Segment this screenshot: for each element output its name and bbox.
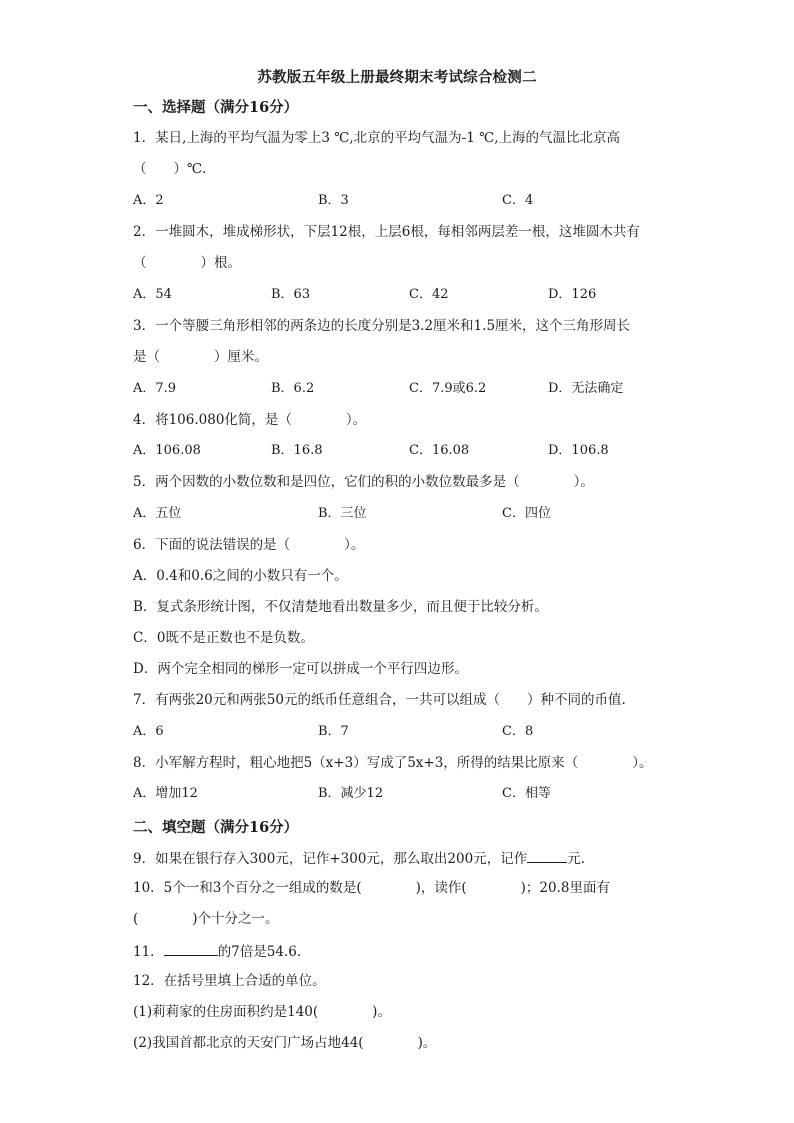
question-2-text-cont: （ ）根。 <box>133 255 241 271</box>
question-3-option-b: B．6.2 <box>271 381 315 396</box>
question-4-option-c: C．16.08 <box>409 443 470 458</box>
question-1-option-b: B．3 <box>318 193 349 208</box>
question-5-option-c: C．四位 <box>502 506 551 521</box>
question-1-text-cont: （ ）℃. <box>133 161 207 177</box>
question-7-option-a: A．6 <box>133 724 164 739</box>
question-8-option-b: B．减少12 <box>318 786 384 801</box>
question-3-text-cont: 是（ ）厘米。 <box>133 349 268 365</box>
question-8-option-c: C．相等 <box>502 786 551 801</box>
question-2-option-b: B．63 <box>271 287 311 302</box>
question-1-option-c: C．4 <box>502 193 534 208</box>
question-10-text: 10．5个一和3个百分之一组成的数是( )，读作( )；20.8里面有 <box>133 880 610 896</box>
question-3-option-d: D．无法确定 <box>548 381 624 396</box>
question-4-text: 4．将106.080化简，是（ ）。 <box>133 412 367 428</box>
question-9-answer-blank[interactable] <box>527 848 567 863</box>
question-5-option-b: B．三位 <box>318 506 367 521</box>
question-6-option-c: C．0既不是正数也不是负数。 <box>133 630 314 646</box>
question-1-text: 1．某日,上海的平均气温为零上3 ℃,北京的平均气温为-1 ℃,上海的气温比北京高 <box>133 130 620 146</box>
question-10-text-cont: ( )个十分之一。 <box>133 911 279 927</box>
question-11-text <box>133 941 301 961</box>
question-3-option-a: A．7.9 <box>133 381 177 396</box>
question-4-option-b: B．16.8 <box>271 443 323 458</box>
question-12-text: 12．在括号里填上合适的单位。 <box>133 973 326 989</box>
question-5-text: 5．两个因数的小数位数和是四位，它们的积的小数位数最多是（ ）。 <box>133 474 594 490</box>
question-3-text: 3．一个等腰三角形相邻的两条边的长度分别是3.2厘米和1.5厘米，这个三角形周长 <box>133 318 631 334</box>
question-12-part-1: (1)莉莉家的住房面积约是140( )。 <box>133 1004 391 1020</box>
question-6-text: 6．下面的说法错误的是（ ）。 <box>133 537 365 553</box>
question-2-option-d: D．126 <box>548 287 597 302</box>
question-9-text-after: 元. <box>567 851 585 867</box>
question-5-option-a: A．五位 <box>133 506 182 521</box>
question-11-text-after: 的7倍是54.6. <box>217 944 302 960</box>
question-2-option-a: A．54 <box>133 287 172 302</box>
section-choice-heading: 一、选择题（满分16分） <box>133 99 299 116</box>
question-3-option-c: C．7.9或6.2 <box>409 381 487 396</box>
question-9-text <box>133 848 585 868</box>
question-11-answer-blank[interactable] <box>164 941 218 956</box>
question-12-part-2: (2)我国首都北京的天安门广场占地44( )。 <box>133 1035 437 1051</box>
question-6-option-b: B．复式条形统计图，不仅清楚地看出数量多少，而且便于比较分析。 <box>133 599 548 615</box>
question-7-option-b: B．7 <box>318 724 349 739</box>
question-4-option-d: D．106.8 <box>548 443 609 458</box>
page-title: 苏教版五年级上册最终期末考试综合检测二 <box>257 69 537 86</box>
question-1-option-a: A．2 <box>133 193 164 208</box>
question-6-option-d: D．两个完全相同的梯形一定可以拼成一个平行四边形。 <box>133 661 468 677</box>
question-7-option-c: C．8 <box>502 724 534 739</box>
question-2-text: 2．一堆圆木，堆成梯形状，下层12根，上层6根，每相邻两层差一根，这堆圆木共有 <box>133 224 640 240</box>
question-11-number: 11． <box>133 944 164 960</box>
question-9-text-before: 9．如果在银行存入300元，记作+300元，那么取出200元，记作 <box>133 851 528 867</box>
question-7-text: 7．有两张20元和两张50元的纸币任意组合，一共可以组成（ ）种不同的币值. <box>133 692 626 708</box>
question-8-text: 8．小军解方程时，粗心地把5（x+3）写成了5x+3，所得的结果比原来（ ）。 <box>133 755 653 771</box>
question-6-option-a: A．0.4和0.6之间的小数只有一个。 <box>133 568 348 584</box>
question-2-option-c: C．42 <box>409 287 449 302</box>
section-fill-heading: 二、填空题（满分16分） <box>133 819 299 836</box>
question-4-option-a: A．106.08 <box>133 443 201 458</box>
question-8-option-a: A．增加12 <box>133 786 198 801</box>
